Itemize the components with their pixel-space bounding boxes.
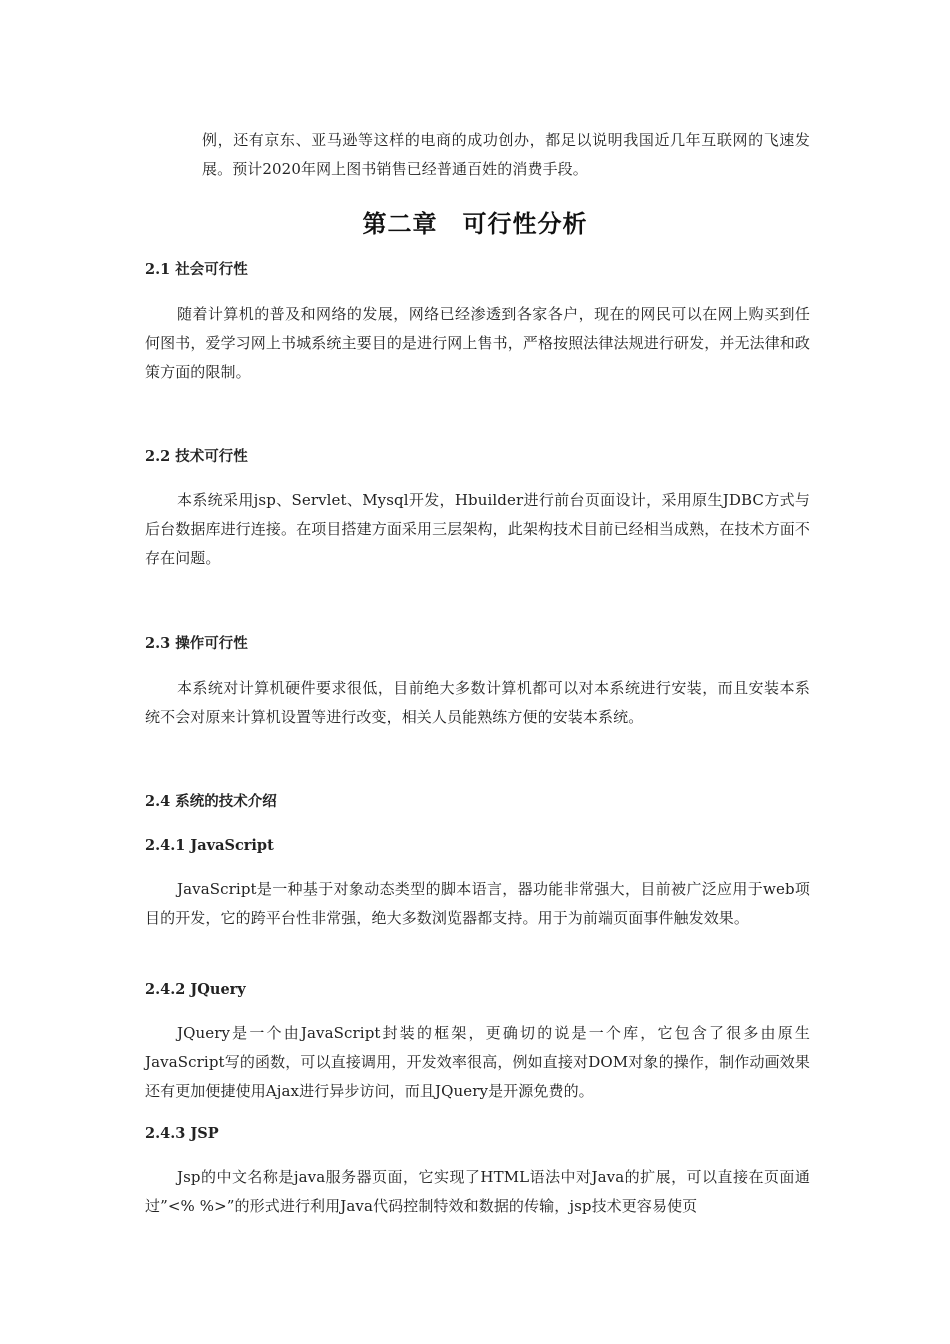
section-heading-2-4-3: 2.4.3 JSP — [145, 1125, 219, 1142]
section-heading-2-4-2: 2.4.2 JQuery — [145, 981, 246, 998]
section-heading-2-2: 2.2 技术可行性 — [145, 448, 248, 465]
section-heading-2-3: 2.3 操作可行性 — [145, 635, 248, 652]
section-body-2-4-1: JavaScript是一种基于对象动态类型的脚本语言，器功能非常强大，目前被广泛应用于web项目的开发，它的跨平台性非常强，绝大多数浏览器都支持。用于为前端页面事件触发效果。 — [145, 880, 810, 927]
section-heading-2-4: 2.4 系统的技术介绍 — [145, 793, 277, 810]
section-heading-2-4-1: 2.4.1 JavaScript — [145, 837, 274, 854]
chapter-title: 第二章 可行性分析 — [362, 209, 588, 238]
section-body-2-1: 随着计算机的普及和网络的发展，网络已经渗透到各家各户，现在的网民可以在网上购买到任何图书，爱学习网上书城系统主要目的是进行网上售书，严格按照法律法规进行研发，并无法律和政策方面的限制。 — [145, 305, 810, 381]
section-body-2-2: 本系统采用jsp、Servlet、Mysql开发，Hbuilder进行前台页面设计，采用原生JDBC方式与后台数据库进行连接。在项目搭建方面采用三层架构，此架构技术目前已经相当成熟，在技术方面不存在问题。 — [145, 491, 810, 567]
section-heading-2-1: 2.1 社会可行性 — [145, 261, 248, 278]
intro-paragraph: 例，还有京东、亚马逊等这样的电商的成功创办，都足以说明我国近几年互联网的飞速发展。预计2020年网上图书销售已经普通百姓的消费手段。 — [202, 131, 810, 178]
section-body-2-3: 本系统对计算机硬件要求很低，目前绝大多数计算机都可以对本系统进行安装，而且安装本系统不会对原来计算机设置等进行改变，相关人员能熟练方便的安装本系统。 — [145, 679, 810, 726]
section-body-2-4-3: Jsp的中文名称是java服务器页面，它实现了HTML语法中对Java的扩展，可以直接在页面通过”<% %>”的形式进行利用Java代码控制特效和数据的传输，jsp技术更容易使页 — [145, 1168, 810, 1215]
section-body-2-4-2: JQuery是一个由JavaScript封装的框架，更确切的说是一个库，它包含了很多由原生JavaScript写的函数，可以直接调用，开发效率很高，例如直接对DOM对象的操作，制作动画效果还有更加便捷使用Ajax进行异步访问，而且JQuery是开源免费的。 — [145, 1024, 810, 1100]
